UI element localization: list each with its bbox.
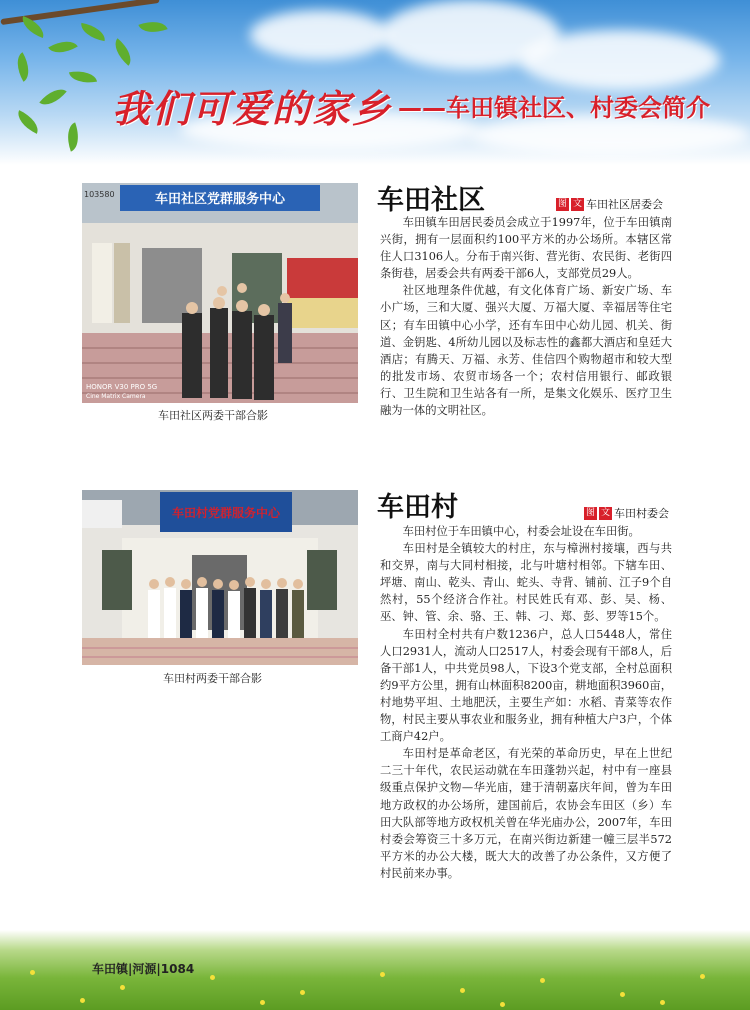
community-section-body — [380, 214, 672, 419]
camera-watermark-sub: Cine Matrix Camera — [86, 393, 146, 400]
village-paragraph-1: 车田村位于车田镇中心，村委会址设在车田街。 — [402, 525, 640, 538]
community-photo — [82, 183, 358, 403]
community-photo-image — [82, 183, 358, 403]
community-photo-caption: 车田社区两委干部合影 — [158, 409, 268, 422]
page-number-label: 车田镇|河源|1084 — [92, 962, 195, 976]
community-paragraph-2: 社区地理条件优越，有文化体育广场、新安广场、车小广场，三和大厦、强兴大厦、万福大厦、幸福居等住宅区；有车田镇中心小学，还有车田中心幼儿园、机关、街道、金钥匙、4所幼儿园以及标志性的鑫都大酒店和皇廷大酒店；有腾天、万福、永芳、佳信四个购物超市和较大型的批发市场、农贸市场各一个；农村信用银行、邮政银行、卫生院和卫生站各有一所，是集文化娱乐、医疗卫生融为一体的文明社区。 — [380, 284, 672, 418]
credit-author: 车田村委会 — [614, 507, 670, 520]
village-photo — [82, 490, 358, 665]
village-photo-caption: 车田村两委干部合影 — [163, 672, 262, 685]
community-section-credit — [556, 196, 663, 212]
credit-tag-image: 图 — [558, 198, 568, 209]
village-sign-text: 车田村党群服务中心 — [171, 506, 281, 520]
village-section-credit — [584, 505, 669, 521]
village-section-body — [380, 523, 672, 882]
door-plate-number: 103580 — [84, 190, 115, 199]
credit-author: 车田社区居委会 — [586, 198, 664, 211]
community-paragraph-1: 车田镇车田居民委员会成立于1997年，位于车田镇南兴街，拥有一层面积约100平方米的办公场所。本辖区常住人口3106人。分布于南兴街、营光街、农民街、老街四条街巷，居委会共有两委干部6人，支部党员29人。 — [380, 216, 672, 281]
village-section-title: 车田村 — [377, 492, 458, 523]
credit-tag-image: 图 — [586, 507, 596, 518]
credit-tag-text: 文 — [573, 198, 583, 209]
village-paragraph-4: 车田村是革命老区，有光荣的革命历史，早在上世纪二三十年代，农民运动就在车田蓬勃兴起，村中有一座县级重点保护文物—华光庙，建于清朝嘉庆年间，曾为车田地方政权的办公场所，建国前后，农协会车田区（乡）车田大队部等地方政权机关曾在华光庙办公，2007年，车田村委会筹资三十多万元，在南兴街边新建一幢三层半572平方米的办公大楼，既大大的改善了办公条件，又方便了村民前来办事。 — [380, 747, 672, 880]
credit-tag-text: 文 — [601, 507, 611, 518]
header-subtitle: ——车田镇社区、村委会简介 — [398, 94, 711, 122]
village-photo-image — [82, 490, 358, 665]
community-sign-text: 车田社区党群服务中心 — [154, 192, 286, 207]
page-header-banner — [0, 0, 750, 165]
community-section-title: 车田社区 — [377, 185, 485, 216]
camera-watermark-brand: HONOR V30 PRO 5G — [86, 383, 158, 391]
header-title — [112, 78, 710, 133]
village-paragraph-2: 车田村是全镇较大的村庄，东与樟洲村接壤，西与共和交界，南与大同村相接，北与叶塘村相邻。下辖车田、坪塘、南山、乾头、青山、蛇头、寺背、铺前、江子9个自然村，55个经济合作社。村民姓氏有邓、彭、吴、杨、巫、钟、管、余、骆、王、韩、刁、郑、彭、罗等15个。 — [380, 542, 672, 624]
village-paragraph-3: 车田村全村共有户数1236户，总人口5448人，常住人口2931人，流动人口2517人，村委会现有干部8人，后备干部1人，中共党员98人，下设3个党支部，全村总面积约9平方公里，拥有山林面积8200亩，耕地面积3960亩，村地势平坦、土地肥沃，主要生产如：水稻、青菜等农作物，村民主要从事农业和服务业，拥有种植大户3户，个体工商户42户。 — [380, 627, 672, 744]
header-script-title: 我们可爱的家乡 — [112, 86, 393, 131]
